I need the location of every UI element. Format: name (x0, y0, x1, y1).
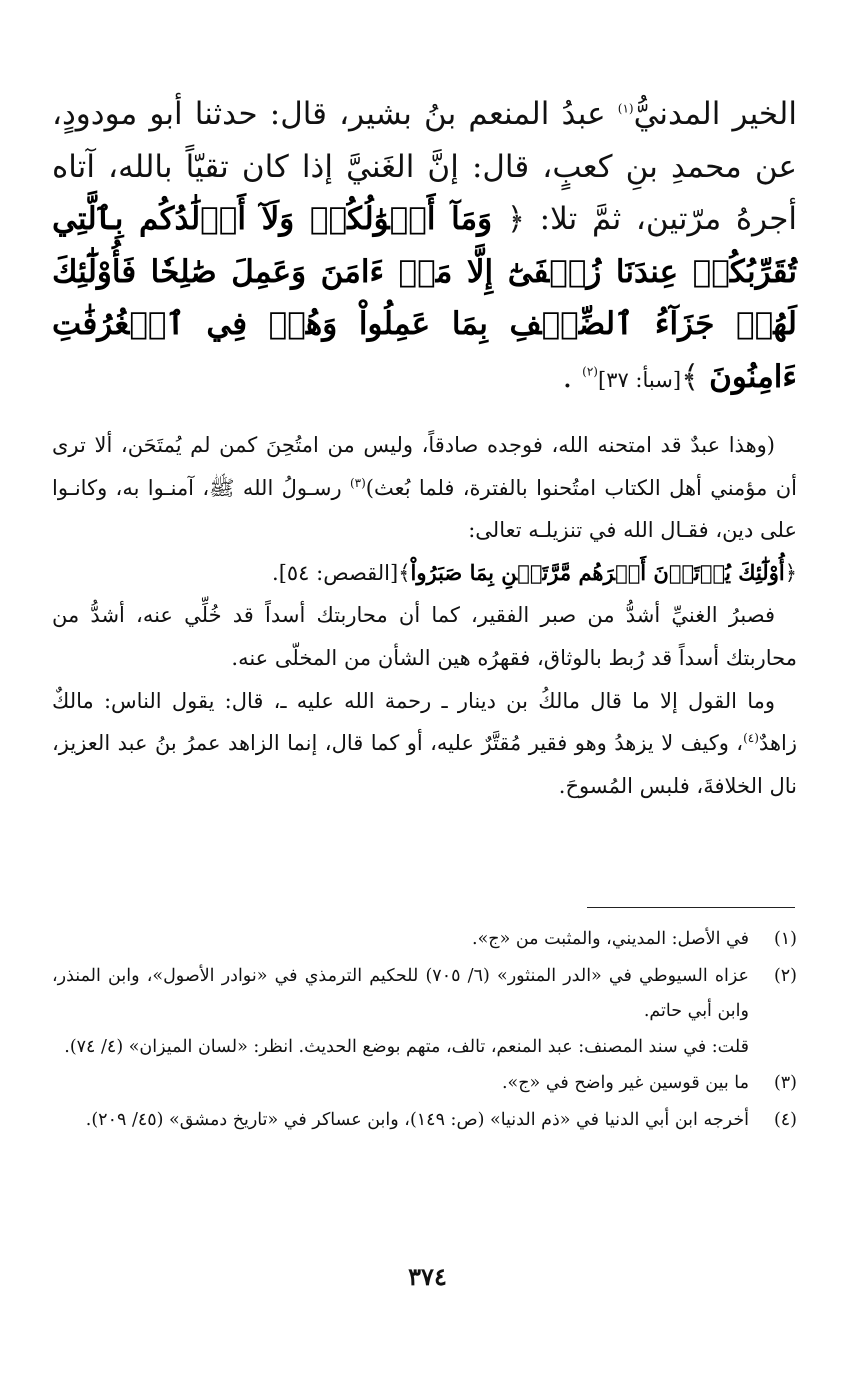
paragraph-2 (52, 424, 797, 552)
para2-text-a: (وهذا عبدٌ قد امتحنه الله، فوجده صادقاً، وليس من امتُحِنَ كمن لم يُمتَحَن، ألا ترى أن مؤمني أهل الكتاب امتُحنوا بالفترة، فلما بُعث) (52, 433, 797, 500)
quran-verse-qasas: أُوْلَٰٓئِكَ يُؤۡتَوۡنَ أَجۡرَهُم مَّرَّتَيۡنِ بِمَا صَبَرُواْ (410, 559, 785, 585)
para1-end: . (562, 358, 583, 395)
paragraph-3: فصبرُ الغنيِّ أشدُّ من صبر الفقير، كما أن محاربتك أسداً قد خُلِّي عنه، أشدُّ من محاربتك أسداً قد رُبط بالوثاق، فقهرُه هين الشأن من المخلّى عنه. (52, 603, 797, 670)
footnote-ref-2[interactable]: (٢) (582, 364, 598, 379)
quran-close-bracket: ﴾ (681, 358, 700, 395)
para1-text-b: عبدُ المنعم بنُ بشير، قال: حدثنا أبو مودودٍ، عن محمدِ بنِ كعبٍ، قال: إنَّ الغَنيَّ إذا كان تقيّاً بالله، آتاه أجرهُ مرّتين، ثمَّ تلا: (52, 96, 797, 237)
footnote-divider (587, 907, 795, 908)
footnote-ref-1[interactable]: (١) (617, 101, 634, 116)
footnote-text (52, 959, 749, 1066)
quran-close-bracket-2: ﴾ (398, 560, 411, 585)
footnote-line: عزاه السيوطي في «الدر المنثور» (٦/ ٧٠٥) للحكيم الترمذي في «نوادر الأصول»، وابن المنذر، وابن أبي حاتم. (52, 965, 749, 1021)
page-number: ٣٧٤ (408, 1262, 447, 1291)
footnote-3 (52, 1066, 797, 1102)
para2-text-b: رسـولُ الله ﷺ، آمنـوا به، وكانـوا على دين، فقـال الله في تنزيلـه تعالى: (52, 475, 797, 543)
paragraph-2-quran (52, 552, 797, 595)
footnote-ref-4[interactable]: (٤) (743, 731, 759, 746)
footnote-2 (52, 959, 797, 1066)
quran-verse-saba: وَمَآ أَمۡوَٰلُكُمۡ وَلَآ أَوۡلَٰدُكُم بِٱلَّتِي تُقَرِّبُكُمۡ عِندَنَا زُلۡفَىٰٓ إِلَّا مَنۡ ءَامَنَ وَعَمِلَ صَٰلِحٗا فَأُوْلَٰٓئِكَ لَهُمۡ جَزَآءُ ٱلضِّعۡفِ بِمَا عَمِلُواْ وَهُمۡ فِي ٱلۡغُرُفَٰتِ ءَامِنُونَ (52, 201, 797, 395)
quran-open-bracket: ﴿ (506, 201, 525, 237)
footnote-number: (١) (773, 929, 797, 949)
para4-text-b: ، وكيف لا يزهدُ وهو فقير مُقتَّرٌ عليه، أو كما قال، إنما الزاهد عمرُ بنُ عبد العزيز، نال الخلافةَ، فلبس المُسوحَ. (52, 731, 797, 798)
footnote-line: أخرجه ابن أبي الدنيا في «ذم الدنيا» (ص: ١٤٩)، وابن عساكر في «تاريخ دمشق» (٤٥/ ٢٠٩). (85, 1109, 749, 1130)
footnote-text (52, 1103, 749, 1139)
paragraph-1-text (52, 88, 797, 406)
para4-text-a: وما القول إلا ما قال مالكُ بن دينار ـ رحمة الله عليه ـ، قال: يقول الناس: مالكٌ زاهدٌ (52, 688, 797, 756)
footnote-line: ما بين قوسين غير واضح في «ج». (501, 1073, 749, 1093)
paragraph-1 (52, 88, 797, 406)
footnote-line: قلت: في سند المصنف: عبد المنعم، تالف، متهم بوضع الحديث. انظر: «لسان الميزان» (٤/ ٧٤). (64, 1036, 749, 1057)
para1-text-a: الخير المدنيُّ (633, 96, 797, 132)
paragraph-4 (52, 680, 797, 808)
footnote-text (52, 922, 749, 958)
footnotes (52, 922, 797, 1139)
footnote-text (52, 1066, 749, 1102)
quran-open-bracket-2: ﴿ (784, 560, 797, 585)
footnote-number: (٣) (773, 1073, 797, 1093)
footnote-ref-3[interactable]: (٣) (349, 475, 366, 490)
footnote-1 (52, 922, 797, 958)
surah-reference-saba: [سبأ: ٣٧] (597, 367, 682, 392)
narration-block (52, 424, 797, 807)
footnote-number: (٤) (773, 1109, 797, 1130)
footnote-number: (٢) (773, 965, 797, 986)
footnote-4 (52, 1103, 797, 1139)
footnote-line: في الأصل: المديني، والمثبت من «ج». (472, 929, 749, 949)
main-text (52, 88, 797, 807)
surah-reference-qasas: [القصص: ٥٤]. (272, 560, 399, 585)
